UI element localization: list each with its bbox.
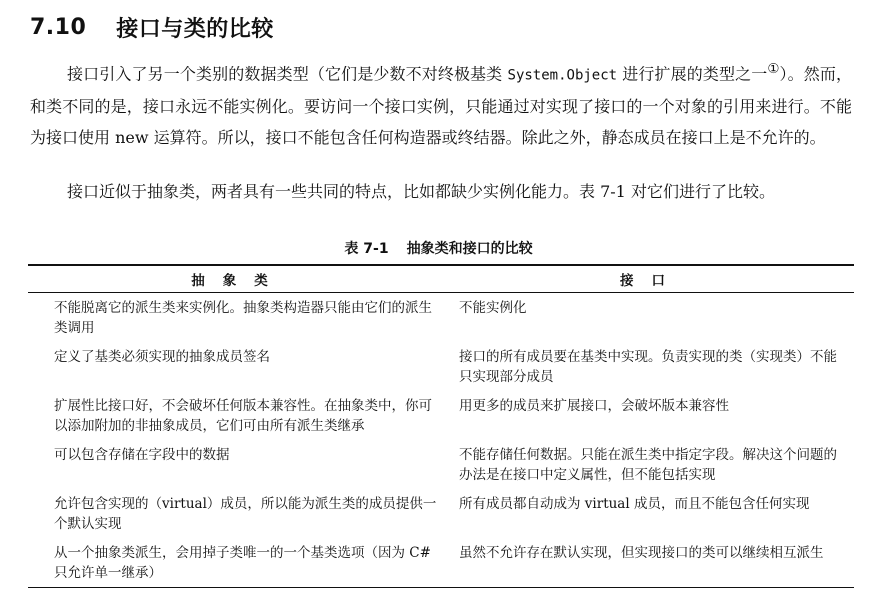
- table-cell-interface: 虽然不允许存在默认实现，但实现接口的类可以继续相互派生: [459, 545, 824, 561]
- table-row: [28, 440, 854, 489]
- table-cell-interface: 所有成员都自动成为 virtual 成员，而且不能包含任何实现: [459, 496, 810, 512]
- table-cell-interface: 不能实例化: [459, 300, 527, 316]
- table-row: [28, 293, 854, 343]
- table-caption: [0, 238, 877, 258]
- table-cell-interface: 不能存储任何数据。只能在派生类中指定字段。解决这个问题的办法是在接口中定义属性，但不能包括实现: [459, 447, 837, 483]
- footnote-mark: ①: [767, 62, 780, 77]
- table-row: [28, 391, 854, 440]
- section-number: 7.10: [30, 14, 87, 40]
- table-cell-abstract: 允许包含实现的（virtual）成员，所以能为派生类的成员提供一个默认实现: [54, 496, 437, 532]
- header-interface: 接口: [620, 273, 683, 289]
- table-cell-abstract: 定义了基类必须实现的抽象成员签名: [54, 349, 270, 365]
- header-abstract-class: 抽象类: [191, 273, 286, 289]
- paragraph-comparison-intro: 接口近似于抽象类，两者具有一些共同的特点，比如都缺少实例化能力。表 7-1 对它们进行了比较。: [67, 182, 775, 201]
- table-cell-abstract: 从一个抽象类派生，会用掉子类唯一的一个基类选项（因为 C#只允许单一继承）: [54, 545, 431, 581]
- table-row: [28, 489, 854, 538]
- comparison-table: [28, 264, 854, 588]
- section-heading: [30, 10, 274, 44]
- table-header-row: [28, 265, 854, 293]
- section-title: 接口与类的比较: [116, 16, 274, 42]
- code-system-object: System.Object: [507, 67, 618, 84]
- paragraph-text: ）。然而，和类不同的是，接口永远不能实例化。要访问一个接口实例，只能通过对实现了接口的一个对象的引用来进行。不能为接口使用 new 运算符。所以，接口不能包含任何构造器或终结器。除此之外，静态成员在接口上是不允许的。: [30, 64, 852, 148]
- table-caption-number: 表 7-1: [344, 241, 389, 257]
- table-caption-title: 抽象类和接口的比较: [406, 241, 533, 257]
- paragraph-text: 接口引入了另一个类别的数据类型（它们是少数不对终极基类: [67, 64, 508, 84]
- paragraph-interface-intro: [30, 54, 852, 153]
- table-cell-abstract: 可以包含存储在字段中的数据: [54, 447, 230, 463]
- table-cell-abstract: 不能脱离它的派生类来实例化。抽象类构造器只能由它们的派生类调用: [54, 300, 432, 336]
- table-cell-interface: 用更多的成员来扩展接口，会破坏版本兼容性: [459, 398, 729, 414]
- table-cell-abstract: 扩展性比接口好，不会破坏任何版本兼容性。在抽象类中，你可以添加附加的非抽象成员，它们可由所有派生类继承: [54, 398, 432, 434]
- table-row: [28, 342, 854, 391]
- paragraph-text: 进行扩展的类型之一: [617, 64, 768, 84]
- table-row: [28, 538, 854, 588]
- table-cell-interface: 接口的所有成员要在基类中实现。负责实现的类（实现类）不能只实现部分成员: [459, 349, 837, 385]
